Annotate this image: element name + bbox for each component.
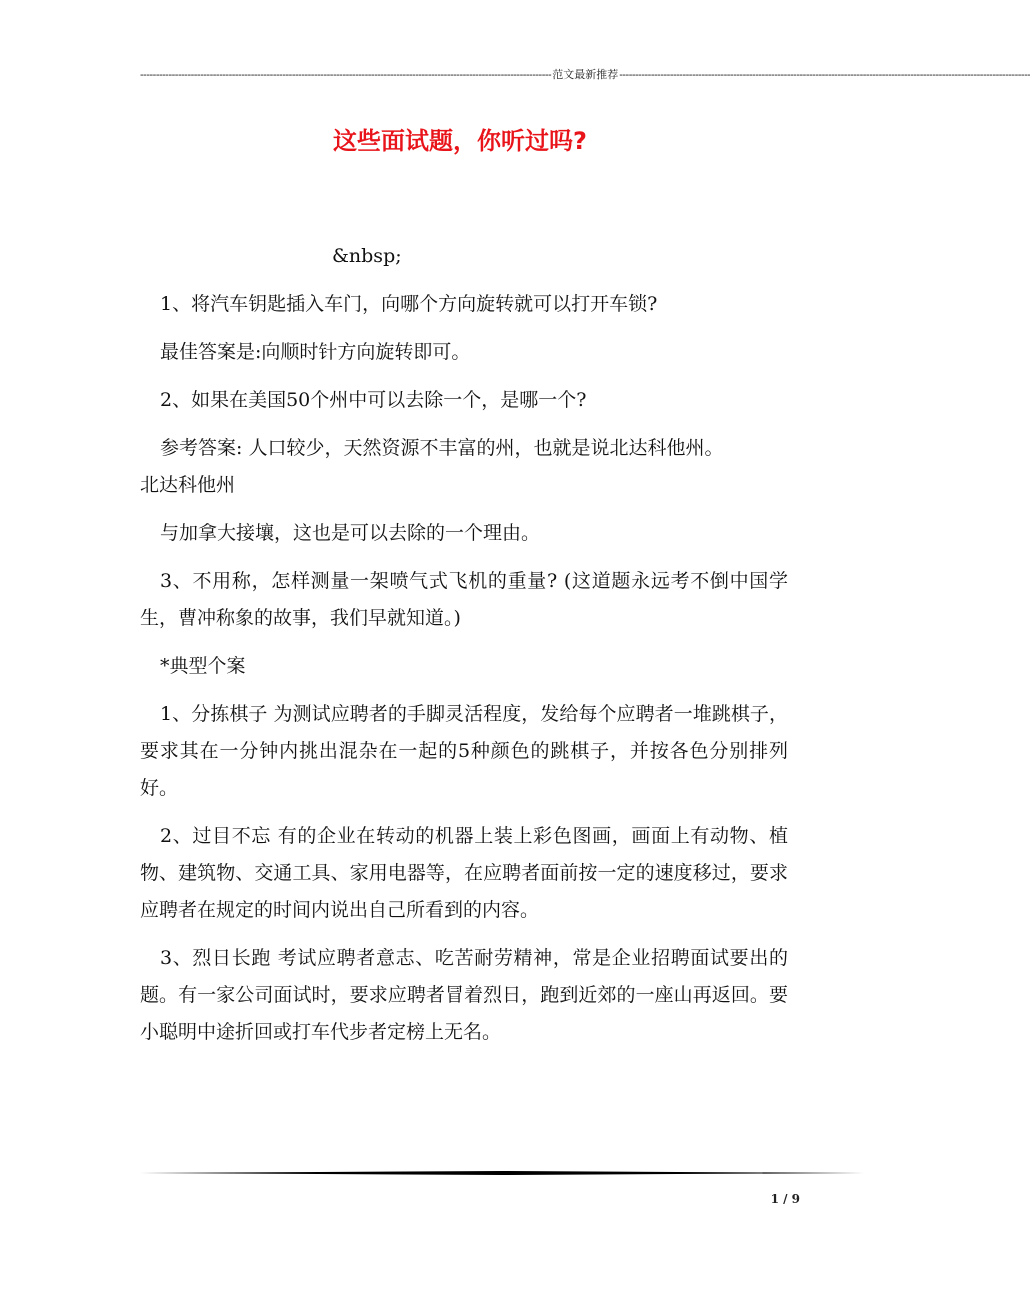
paragraph: *典型个案 xyxy=(160,655,246,677)
document-body xyxy=(140,238,788,1062)
paragraph: 参考答案: 人口较少，天然资源不丰富的州，也就是说北达科他州。 xyxy=(160,437,724,459)
document-title: 这些面试题，你听过吗? xyxy=(333,127,587,155)
page-header xyxy=(140,68,1030,82)
paragraph: 1、分拣棋子 为测试应聘者的手脚灵活程度，发给每个应聘者一堆跳棋子，要求其在一分钟内挑出混杂在一起的5种颜色的跳棋子，并按各色分别排列好。 xyxy=(140,703,788,799)
paragraph: 3、不用称，怎样测量一架喷气式飞机的重量? (这道题永远考不倒中国学生，曹冲称象的故事，我们早就知道。) xyxy=(140,570,788,629)
header-right-dashes: ---------------------------------------------------------------------------------------------------------------------------------- xyxy=(619,69,1030,81)
footer-rule xyxy=(140,1171,864,1175)
paragraph: 与加拿大接壤，这也是可以去除的一个理由。 xyxy=(160,522,541,544)
paragraph: 3、烈日长跑 考试应聘者意志、吃苦耐劳精神，常是企业招聘面试要出的题。有一家公司面试时，要求应聘者冒着烈日，跑到近郊的一座山再返回。要小聪明中途折回或打车代步者定榜上无名。 xyxy=(140,947,788,1043)
paragraph: 北达科他州 xyxy=(140,474,236,496)
paragraph: 1、将汽车钥匙插入车门，向哪个方向旋转就可以打开车锁? xyxy=(160,293,658,315)
paragraph: 2、如果在美国50个州中可以去除一个，是哪一个? xyxy=(160,389,587,411)
paragraph: 最佳答案是:向顺时针方向旋转即可。 xyxy=(160,341,471,363)
header-left-dashes: ---------------------------------------------------------------------------------------------------------------------------------- xyxy=(140,69,552,81)
paragraph: &nbsp; xyxy=(332,245,402,267)
page-number: 1 / 9 xyxy=(770,1192,800,1206)
paragraph: 2、过目不忘 有的企业在转动的机器上装上彩色图画，画面上有动物、植物、建筑物、交通工具、家用电器等，在应聘者面前按一定的速度移过，要求应聘者在规定的时间内说出自己所看到的内容。 xyxy=(140,825,788,921)
header-label: 范文最新推荐 xyxy=(552,69,619,81)
